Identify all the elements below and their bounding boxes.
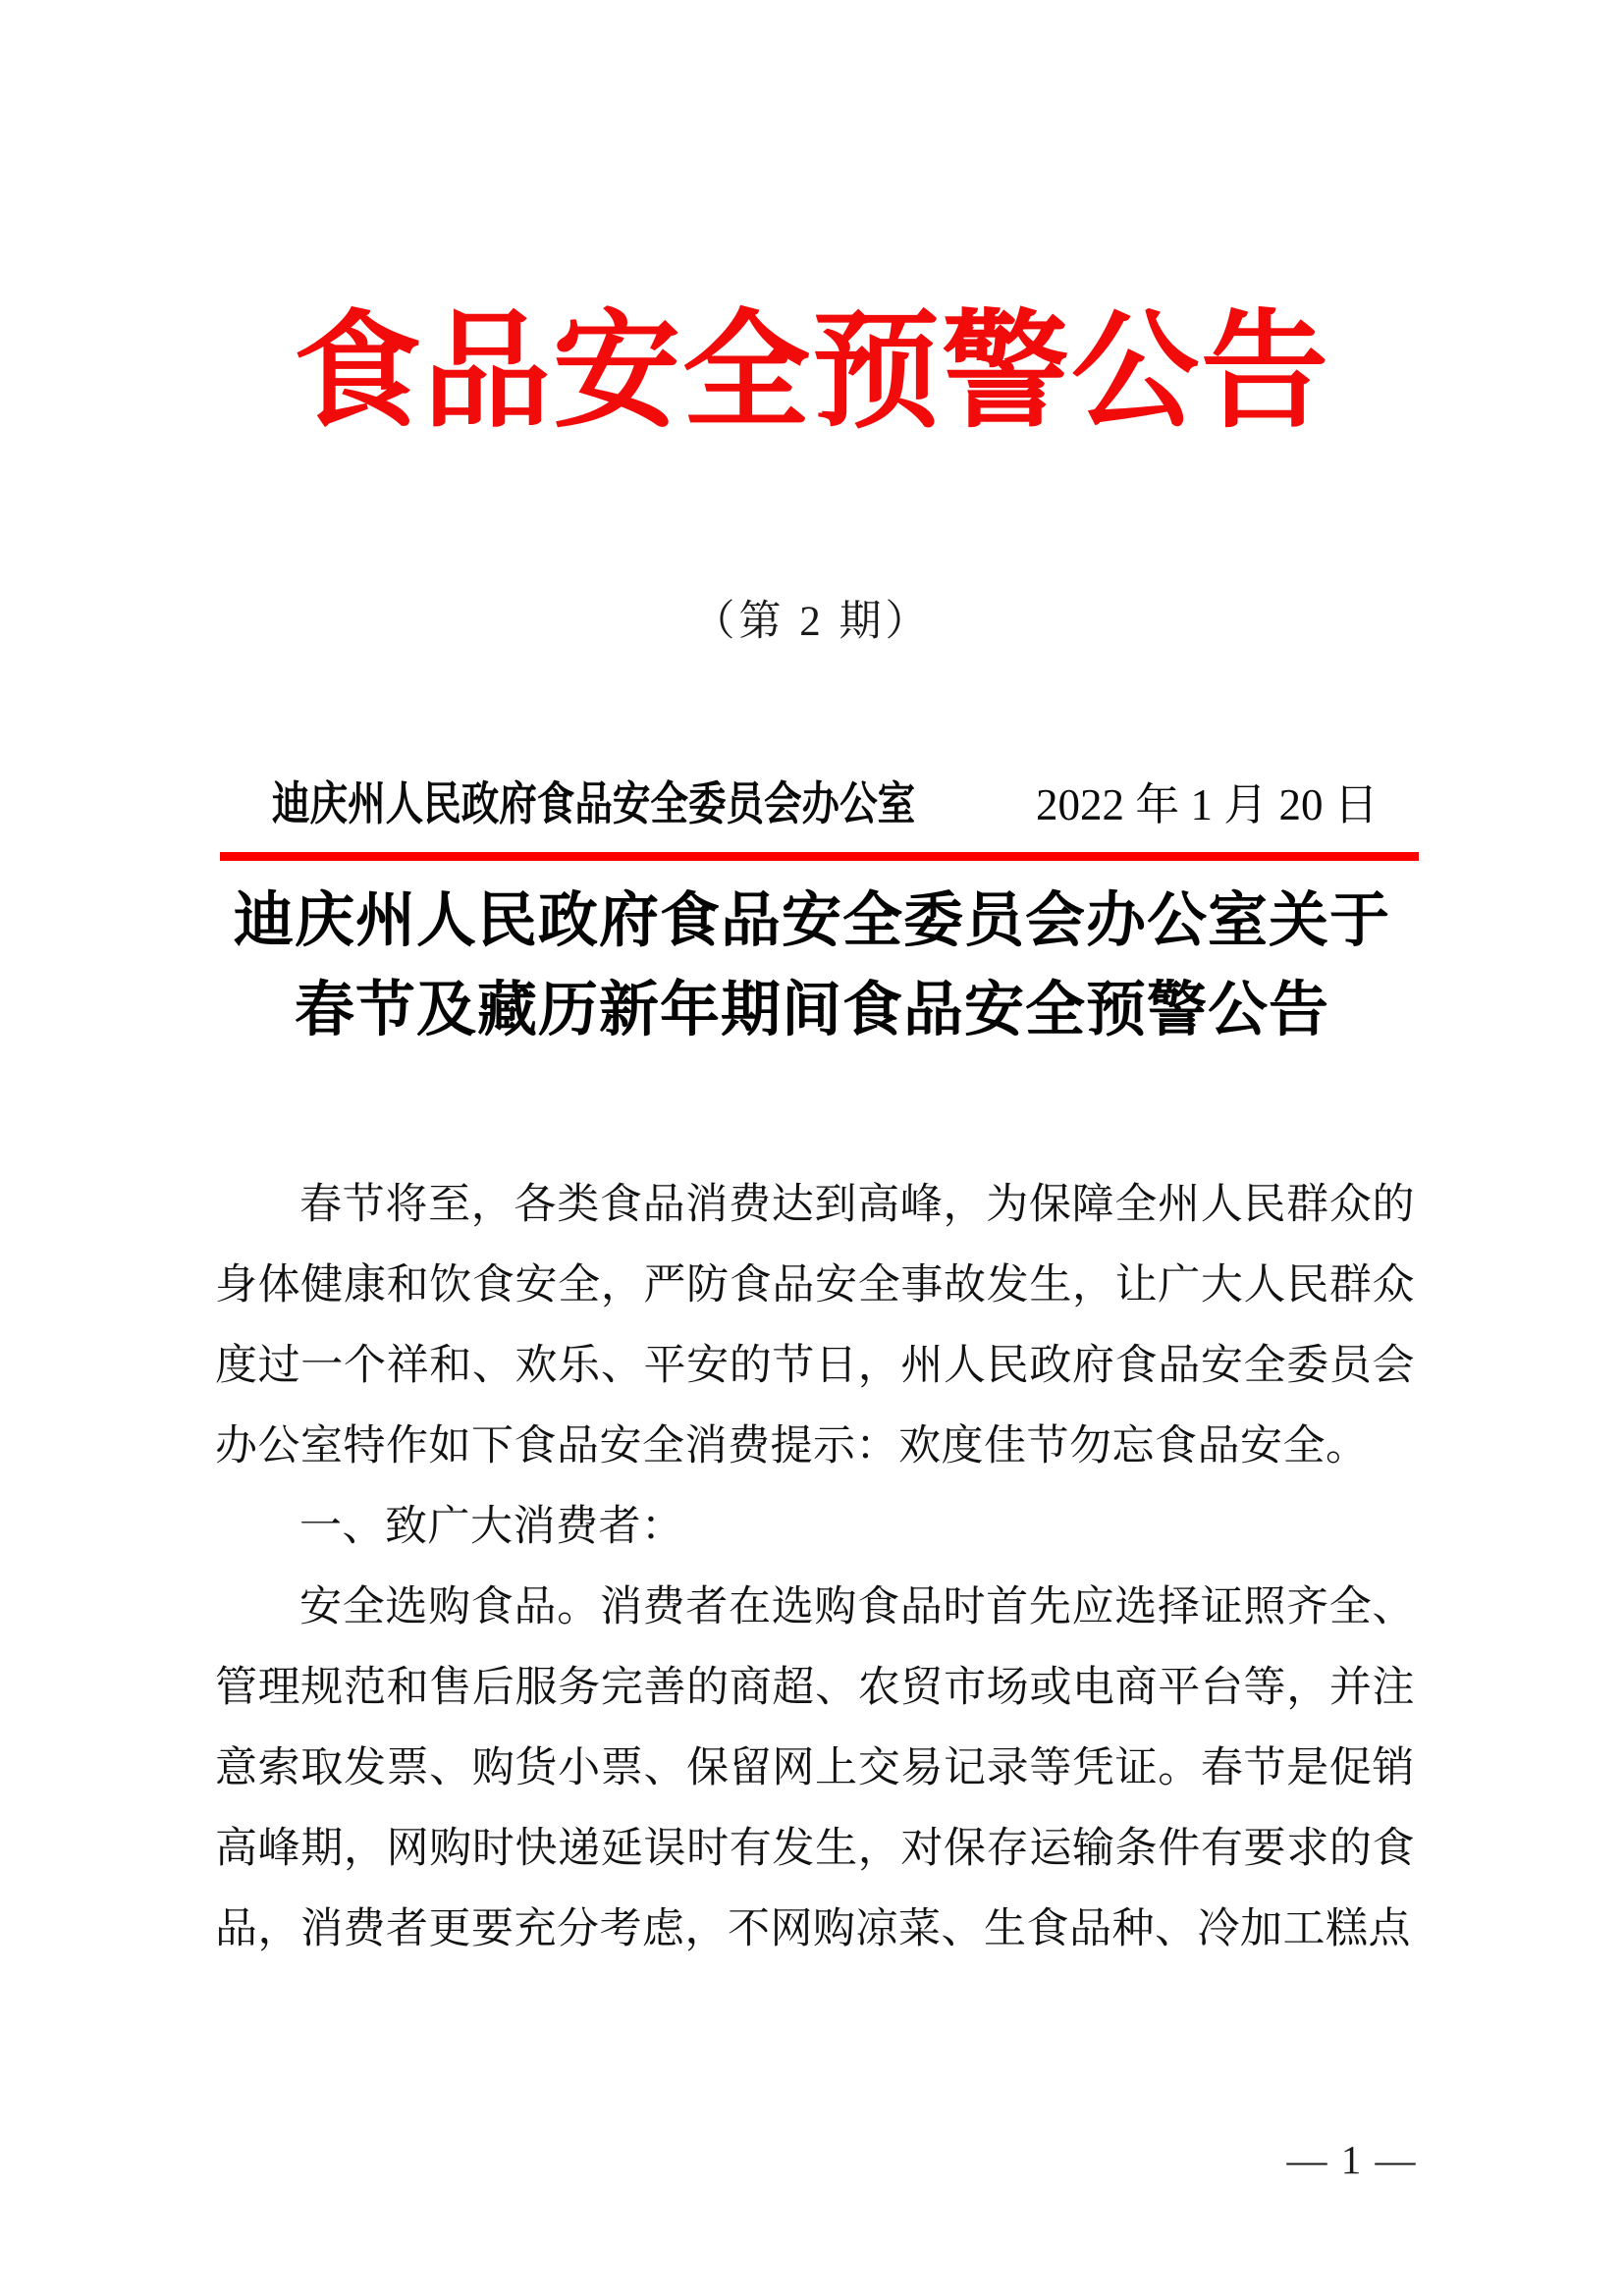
banner-title: 食品安全预警公告: [293, 302, 1330, 444]
issuer-name: 迪庆州人民政府食品安全委员会办公室: [272, 779, 916, 830]
issuer-row: [0, 777, 1624, 832]
body-text: [215, 1165, 1415, 1970]
paragraph-intro: 春节将至，各类食品消费达到高峰，为保障全州人民群众的身体健康和饮食安全，严防食品安全事故发生，让广大人民群众度过一个祥和、欢乐、平安的节日，州人民政府食品安全委员会办公室特作如下食品安全消费提示：欢度佳节勿忘食品安全。: [215, 1182, 1415, 1469]
notice-heading-line-1: 迪庆州人民政府食品安全委员会办公室关于: [233, 888, 1390, 954]
issue-number-label: （第 2 期）: [692, 599, 932, 645]
red-divider-rule: [220, 852, 1419, 861]
notice-heading-line-2: 春节及藏历新年期间食品安全预警公告: [294, 978, 1329, 1043]
issue-date: 2022 年 1 月 20 日: [1036, 780, 1379, 829]
paragraph-consumer-advice: 安全选购食品。消费者在选购食品时首先应选择证照齐全、管理规范和售后服务完善的商超、农贸市场或电商平台等，并注意索取发票、购货小票、保留网上交易记录等凭证。春节是促销高峰期，网购时快递延误时有发生，对保存运输条件有要求的食品，消费者更要充分考虑，不网购凉菜、生食品种、冷加工糕点: [215, 1584, 1415, 1952]
page-number: — 1 —: [1286, 2137, 1418, 2182]
paragraph-section-heading: 一、致广大消费者：: [299, 1504, 684, 1550]
notice-heading: [0, 877, 1624, 1055]
